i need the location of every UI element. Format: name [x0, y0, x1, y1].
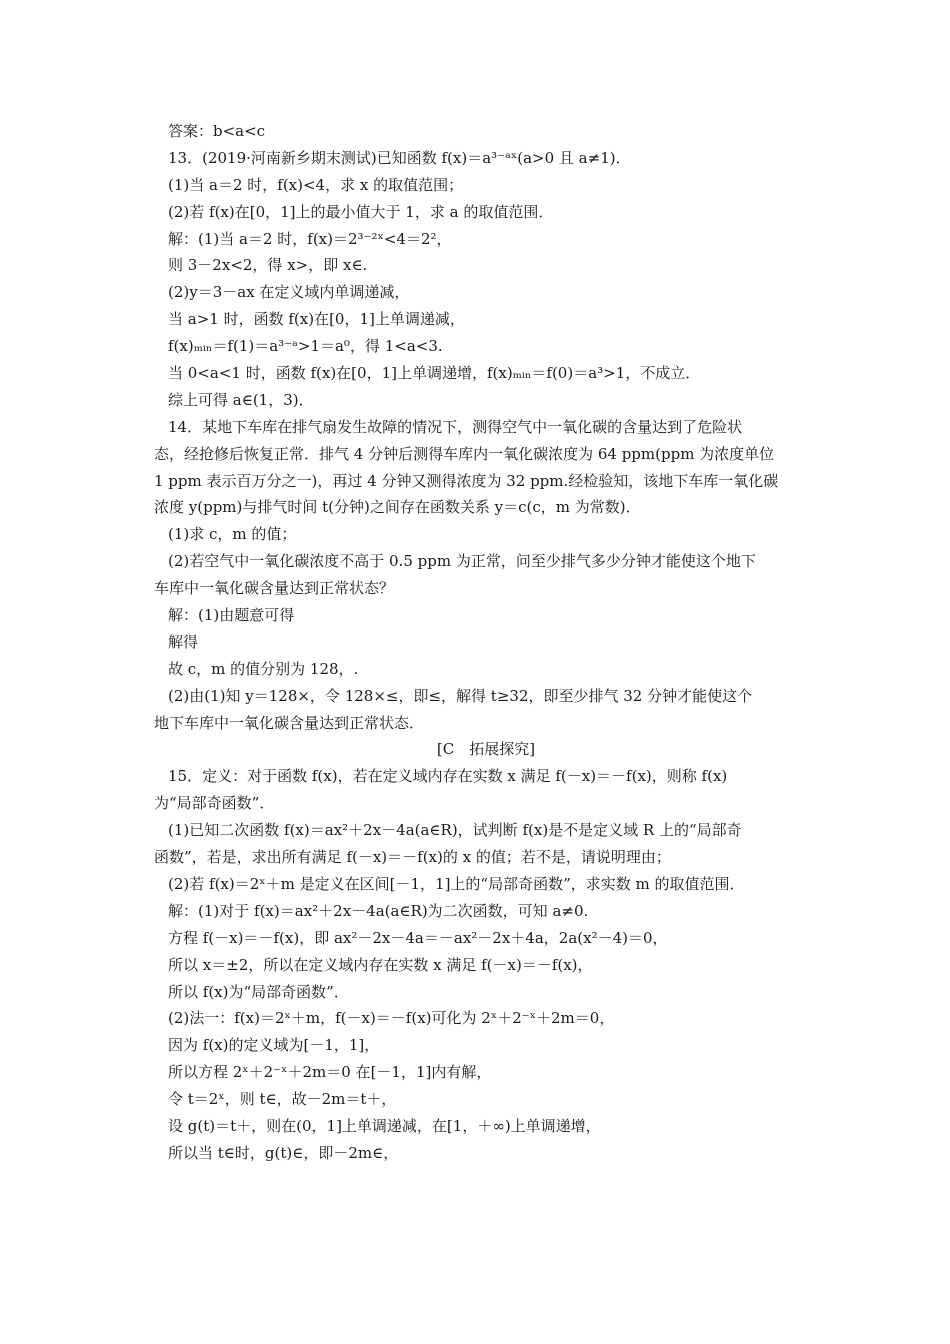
text-line: (2)y＝3－ax 在定义域内单调递减， [168, 283, 410, 302]
text-line: 所以当 t∈时，g(t)∈，即－2m∈， [168, 1143, 399, 1162]
text-line: 15．定义：对于函数 f(x)，若在定义域内存在实数 x 满足 f(－x)＝－f(x)，则称 f(x) [168, 767, 728, 786]
text-line: 方程 f(－x)＝－f(x)，即 ax²－2x－4a＝－ax²－2x＋4a，2a(x²－4)＝0， [168, 928, 668, 947]
text-line: 则 3－2x<2，得 x>，即 x∈. [168, 256, 368, 275]
text-line: 函数”，若是，求出所有满足 f(－x)＝－f(x)的 x 的值；若不是，请说明理由； [154, 848, 671, 867]
text-line: 所以方程 2ˣ＋2⁻ˣ＋2m＝0 在[－1，1]内有解， [168, 1063, 492, 1082]
text-line: 设 g(t)＝t＋，则在(0，1]上单调递减，在[1，＋∞)上单调递增， [168, 1116, 601, 1135]
text-line: (2)由(1)知 y＝128×，令 128×≤，即≤，解得 t≥32，即至少排气 32 分钟才能使这个 [168, 686, 753, 705]
text-line: 答案：b<a<c [168, 122, 266, 140]
text-line: 因为 f(x)的定义域为[－1，1]， [168, 1036, 380, 1055]
text-line: 解：(1)当 a＝2 时，f(x)＝2³⁻²ˣ<4＝2²， [168, 229, 452, 248]
text-line: (2)法一：f(x)＝2ˣ＋m，f(－x)＝－f(x)可化为 2ˣ＋2⁻ˣ＋2m＝0， [168, 1009, 615, 1028]
text-line: (2)若 f(x)在[0，1]上的最小值大于 1，求 a 的取值范围． [168, 202, 554, 221]
text-line: 所以 f(x)为“局部奇函数”． [168, 982, 349, 1001]
text-line: 所以 x＝±2，所以在定义域内存在实数 x 满足 f(－x)＝－f(x)， [168, 955, 593, 974]
text-line: 13．(2019·河南新乡期末测试)已知函数 f(x)＝a³⁻ᵃˣ(a>0 且 a≠1)． [168, 148, 631, 167]
text-line: 故 c，m 的值分别为 128，. [168, 659, 359, 678]
text-line: 态，经抢修后恢复正常．排气 4 分钟后测得车库内一氧化碳浓度为 64 ppm(ppm 为浓度单位 [154, 444, 775, 463]
text-line: (1)求 c，m 的值； [168, 525, 297, 544]
section-heading: [C 拓展探究] [436, 740, 536, 759]
text-line: 为“局部奇函数”． [154, 794, 275, 813]
text-line: 14．某地下车库在排气扇发生故障的情况下，测得空气中一氧化碳的含量达到了危险状 [168, 417, 743, 436]
text-line: 浓度 y(ppm)与排气时间 t(分钟)之间存在函数关系 y＝c(c，m 为常数)． [154, 498, 641, 517]
text-line: (2)若 f(x)＝2ˣ＋m 是定义在区间[－1，1]上的“局部奇函数”，求实数 m 的取值范围． [168, 874, 745, 893]
text-line: 当 a>1 时，函数 f(x)在[0，1]上单调递减， [168, 310, 465, 329]
text-line: (1)当 a＝2 时，f(x)<4，求 x 的取值范围； [168, 175, 464, 194]
text-line: 解：(1)由题意可得 [168, 606, 295, 625]
text-line: 解：(1)对于 f(x)＝ax²＋2x－4a(a∈R)为二次函数，可知 a≠0. [168, 901, 589, 920]
text-line: 解得 [168, 632, 199, 651]
text-line: 令 t＝2ˣ，则 t∈，故－2m＝t＋， [168, 1090, 397, 1109]
text-line: (2)若空气中一氧化碳浓度不高于 0.5 ppm 为正常，问至少排气多少分钟才能使这个地下 [168, 552, 756, 571]
text-line: 地下车库中一氧化碳含量达到正常状态． [154, 713, 425, 732]
text-line: 综上可得 a∈(1，3)． [168, 390, 314, 409]
document-body [154, 118, 818, 1167]
text-line: (1)已知二次函数 f(x)＝ax²＋2x－4a(a∈R)，试判断 f(x)是不是定义域 R 上的“局部奇 [168, 821, 742, 840]
text-line: f(x)ₘᵢₙ＝f(1)＝a³⁻ᵃ>1＝a⁰，得 1<a<3. [168, 337, 443, 356]
text-line: 车库中一氧化碳含量达到正常状态？ [154, 579, 395, 598]
text-line: 1 ppm 表示百万分之一)，再过 4 分钟又测得浓度为 32 ppm.经检验知，该地下车库一氧化碳 [154, 471, 779, 490]
text-line: 当 0<a<1 时，函数 f(x)在[0，1]上单调递增，f(x)ₘᵢₙ＝f(0)＝a³>1，不成立． [168, 364, 701, 383]
